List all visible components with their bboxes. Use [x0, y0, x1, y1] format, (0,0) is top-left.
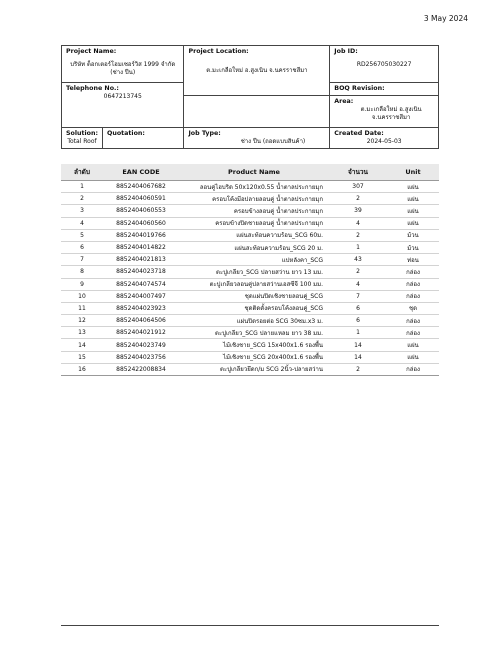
ean-code: 8852404021912 [103, 327, 179, 339]
telephone-label: Telephone No.: [66, 85, 119, 92]
unit: แผ่น [387, 193, 439, 205]
unit: กล่อง [387, 327, 439, 339]
solution-label: Solution: [66, 130, 98, 137]
row-number: 12 [61, 315, 103, 327]
job-id-value: RD256705030227 [356, 61, 412, 68]
ean-code: 8852404023756 [103, 351, 179, 363]
created-date-label: Created Date: [334, 130, 384, 137]
job-type-label: Job Type: [188, 130, 221, 137]
project-name-value: บริษัท ด็อกเตอร์โฮมเซอร์วิส 1999 จำกัด (ช่าง ปืน) [70, 61, 176, 76]
product-name: ครอบข้างปิดชายลอนคู่ น้ำตาลประกายมุก [179, 217, 329, 229]
project-name-cell [62, 46, 184, 83]
telephone-value: 0647213745 [103, 93, 142, 100]
row-number: 4 [61, 217, 103, 229]
product-name: ตะปูเกลียว_SCG ปลายแหลม ยาว 38 มม. [179, 327, 329, 339]
row-number: 1 [61, 181, 103, 193]
ean-code: 8852404064506 [103, 315, 179, 327]
quantity: 14 [329, 351, 387, 363]
product-name: ตะปูเกลียว_SCG ปลายสว่าน ยาว 13 มม. [179, 266, 329, 278]
created-date-value: 2024-05-03 [366, 138, 402, 145]
product-name: ลอนคู่ไฮบริด 50x120x0.55 น้ำตาลประกายมุก [179, 181, 329, 193]
table-row [61, 351, 439, 363]
col-header-unit: Unit [387, 164, 439, 181]
solution-cell [62, 128, 103, 149]
unit: ม้วน [387, 241, 439, 253]
table-row [61, 181, 439, 193]
product-name: ครอบข้างลอนคู่ น้ำตาลประกายมุก [179, 205, 329, 217]
boq-revision-label: BOQ Revision: [334, 85, 385, 92]
row-number: 10 [61, 290, 103, 302]
product-name: แผ่นสะท้อนความร้อน_SCG 20 ม. [179, 241, 329, 253]
telephone-cell [62, 83, 184, 128]
product-name: แผ่นสะท้อนความร้อน_SCG 60ม. [179, 229, 329, 241]
table-row [61, 229, 439, 241]
unit: แผ่น [387, 351, 439, 363]
quantity: 6 [329, 302, 387, 314]
product-name: ไม้เชิงชาย_SCG 15x400x1.6 รองพื้น [179, 339, 329, 351]
ean-code: 8852404019766 [103, 229, 179, 241]
ean-code: 8852404021813 [103, 254, 179, 266]
row-number: 3 [61, 205, 103, 217]
unit: ชุด [387, 302, 439, 314]
job-id-cell [330, 46, 439, 83]
ean-code: 8852404060553 [103, 205, 179, 217]
table-row [61, 302, 439, 314]
row-number: 16 [61, 363, 103, 375]
quantity: 2 [329, 193, 387, 205]
document-date: 3 May 2024 [423, 14, 468, 23]
ean-code: 8852404007497 [103, 290, 179, 302]
table-row [61, 241, 439, 253]
product-name: ชุดติดตั้งครอบโค้งลอนคู่_SCG [179, 302, 329, 314]
col-header-product: Product Name [179, 164, 329, 181]
ean-code: 8852404060591 [103, 193, 179, 205]
row-number: 2 [61, 193, 103, 205]
ean-code: 8852404060560 [103, 217, 179, 229]
job-id-label: Job ID: [334, 48, 358, 55]
ean-code: 8852404023718 [103, 266, 179, 278]
quantity: 43 [329, 254, 387, 266]
quantity: 14 [329, 339, 387, 351]
project-name-label: Project Name: [66, 48, 117, 55]
ean-code: 8852404014822 [103, 241, 179, 253]
quotation-label: Quotation: [107, 130, 145, 137]
quantity: 4 [329, 278, 387, 290]
product-name: แปหลังคา_SCG [179, 254, 329, 266]
product-name: แผ่นปิดรอยต่อ SCG 30ซม.x3 ม. [179, 315, 329, 327]
row-number: 15 [61, 351, 103, 363]
unit: แผ่น [387, 339, 439, 351]
ean-code: 8852404074574 [103, 278, 179, 290]
quantity: 7 [329, 290, 387, 302]
spacer-cell [184, 96, 330, 128]
col-header-ean: EAN CODE [103, 164, 179, 181]
row-number: 8 [61, 266, 103, 278]
created-date-cell [330, 128, 439, 149]
product-table [61, 164, 439, 376]
table-row [61, 290, 439, 302]
quantity: 39 [329, 205, 387, 217]
table-row [61, 339, 439, 351]
row-number: 14 [61, 339, 103, 351]
quantity: 2 [329, 363, 387, 375]
ean-code: 8852422008834 [103, 363, 179, 375]
project-location-cell [184, 46, 330, 96]
row-number: 11 [61, 302, 103, 314]
row-number: 13 [61, 327, 103, 339]
unit: ท่อน [387, 254, 439, 266]
job-type-value: ช่าง ปืน (ถอดแบบสินค้า) [240, 138, 306, 145]
quantity: 307 [329, 181, 387, 193]
unit: แผ่น [387, 205, 439, 217]
product-name: ไม้เชิงชาย_SCG 20x400x1.6 รองพื้น [179, 351, 329, 363]
project-info-table [61, 45, 439, 149]
project-location-value: ต.มะเกลือใหม่ อ.สูงเนิน จ.นครราชสีมา [206, 67, 308, 74]
footer-divider [61, 625, 439, 626]
table-row [61, 266, 439, 278]
row-number: 5 [61, 229, 103, 241]
ean-code: 8852404023749 [103, 339, 179, 351]
boq-revision-cell [330, 83, 439, 96]
unit: กล่อง [387, 363, 439, 375]
project-location-label: Project Location: [188, 48, 249, 55]
table-row [61, 254, 439, 266]
unit: กล่อง [387, 290, 439, 302]
product-name: ครอบโค้งมีอปลายลอนคู่ น้ำตาลประกายมุก [179, 193, 329, 205]
table-row [61, 327, 439, 339]
quantity: 2 [329, 229, 387, 241]
quantity: 2 [329, 266, 387, 278]
table-row [61, 205, 439, 217]
table-row [61, 363, 439, 375]
unit: ม้วน [387, 229, 439, 241]
table-row [61, 193, 439, 205]
product-name: ชุดแผ่นปิดเชิงชายลอนคู่_SCG [179, 290, 329, 302]
table-row [61, 315, 439, 327]
unit: กล่อง [387, 278, 439, 290]
quantity: 6 [329, 315, 387, 327]
area-label: Area: [334, 98, 354, 105]
quantity: 1 [329, 241, 387, 253]
row-number: 6 [61, 241, 103, 253]
product-name: ตะปูเกลียวลอนคู่ปลายสว่านเอสซีจี 100 มม. [179, 278, 329, 290]
row-number: 9 [61, 278, 103, 290]
job-type-cell [184, 128, 330, 149]
quantity: 4 [329, 217, 387, 229]
col-header-qty: จำนวน [329, 164, 387, 181]
ean-code: 8852404023923 [103, 302, 179, 314]
solution-value: Total Roof [67, 138, 97, 145]
unit: กล่อง [387, 315, 439, 327]
table-row [61, 278, 439, 290]
area-value: ต.มะเกลือใหม่ อ.สูงเนิน จ.นครราชสีมา [360, 106, 422, 121]
unit: แผ่น [387, 217, 439, 229]
col-header-no: ลำดับ [61, 164, 103, 181]
quotation-cell [103, 128, 184, 149]
unit: กล่อง [387, 266, 439, 278]
product-name: ตะปูเกลียวยึดก/ม SCG 2นิ้ว-ปลายสว่าน [179, 363, 329, 375]
row-number: 7 [61, 254, 103, 266]
table-row [61, 217, 439, 229]
unit: แผ่น [387, 181, 439, 193]
ean-code: 8852404067682 [103, 181, 179, 193]
area-cell [330, 96, 439, 128]
quantity: 1 [329, 327, 387, 339]
table-header-row [61, 164, 439, 181]
